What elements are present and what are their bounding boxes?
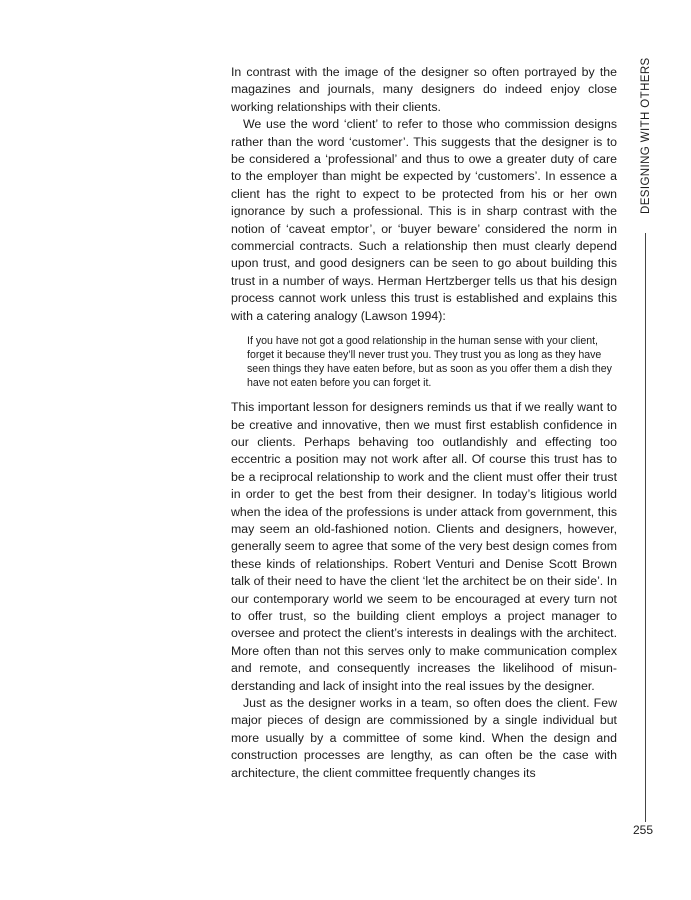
- running-head: DESIGNING WITH OTHERS: [640, 57, 652, 214]
- paragraph-1: In contrast with the image of the designer so often portrayed by the magazines and journals, many designers do indeed enjoy close working relationships with their clients.: [231, 65, 617, 114]
- page-number: 255: [633, 823, 654, 837]
- margin-rule: [645, 233, 646, 822]
- paragraph-4: Just as the designer works in a team, so often does the client. Few major pieces of design are commissioned by a single individual but more usually by a committee of some kind. When the design and construction processes are lengthy, as can often be the case with architecture, the client committee frequently changes its: [231, 696, 617, 780]
- paragraph-2: We use the word ‘client’ to refer to those who commission designs rather than the word ‘customer’. This suggests that the designer is to be considered a ‘professional’ and thus to owe a greater duty of care to the employer than might be expected by ‘customers’. In essence a client has the right to expect to be protected from his or her own ignorance by such a professional. This is in sharp contrast with the notion of ‘caveat emptor’, or ‘buyer beware’ considered the norm in commercial contracts. Such a relationship then must clearly depend upon trust, and good designers can be seen to go about building this trust in a number of ways. Herman Hertzberger tells us that his design process cannot work unless this trust is established and explains this with a catering analogy (Lawson 1994):: [231, 117, 617, 323]
- paragraph-3: This important lesson for designers reminds us that if we really want to be creative and innovative, then we must first establish confidence in our clients. Perhaps behaving too outlandishly and effecting too eccentric a position may not work after all. Of course this trust has to be a reciprocal relationship to work and the client must offer their trust in order to get the best from their designer. In today’s litigious world when the idea of the professions is under attack from government, this may seem an old-fashioned notion. Clients and designers, however, generally seem to agree that some of the very best design comes from these kinds of relationships. Robert Venturi and Denise Scott Brown talk of their need to have the client ‘let the architect be on their side’. In our contemporary world we seem to be encouraged at every turn not to offer trust, so the building client employs a project manager to oversee and protect the client’s interests in dealings with the architect. More often than not this serves only to make communication complex and remote, and consequently increases the likelihood of misunderstanding and lack of insight into the real issues by the designer.: [231, 400, 617, 693]
- body-text-column: [231, 64, 617, 782]
- block-quote: If you have not got a good relationship in the human sense with your client, forget it because they’ll never trust you. They trust you as long as they have seen things they have eaten before, but as soon as you offer them a dish they have not eaten before you can forget it.: [247, 335, 612, 390]
